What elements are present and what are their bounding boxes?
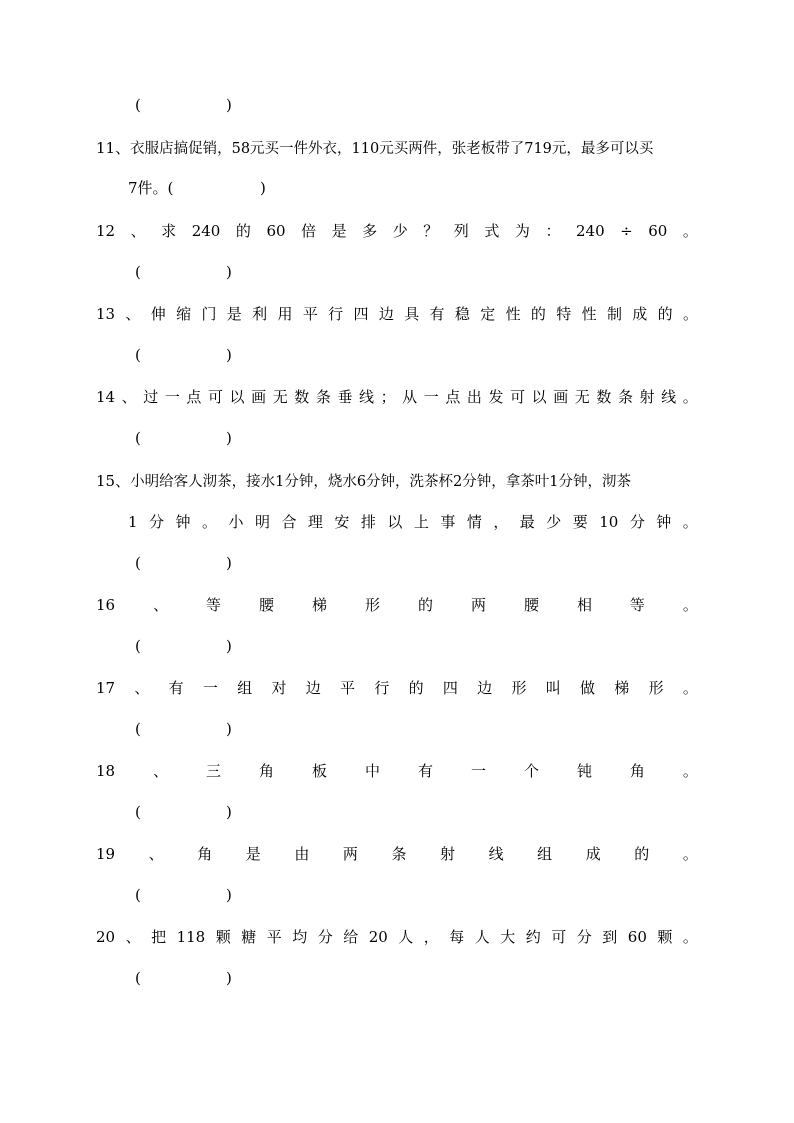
text-glyph: 四 <box>353 305 369 323</box>
text-glyph: 的 <box>417 596 433 614</box>
text-glyph: 线 <box>661 388 677 406</box>
text-glyph: 。 <box>682 388 698 406</box>
text-glyph: 可 <box>207 388 223 406</box>
text-glyph: 大 <box>500 928 516 946</box>
question-12 <box>96 221 698 241</box>
text-glyph: 倍 <box>301 222 317 240</box>
text-glyph: 数 <box>596 388 612 406</box>
text-glyph: 的 <box>657 305 673 323</box>
text-glyph: 把 <box>151 928 167 946</box>
text-glyph: 可 <box>510 388 526 406</box>
text-glyph: 、 <box>125 305 141 323</box>
text-glyph: 画 <box>251 388 267 406</box>
text-glyph: 理 <box>307 513 323 531</box>
text-glyph: ： <box>545 222 561 240</box>
text-glyph: 出 <box>466 388 482 406</box>
text-glyph: 从 <box>402 388 418 406</box>
text-glyph: ， <box>493 513 509 531</box>
text-glyph: 边 <box>477 679 493 697</box>
text-glyph: 以 <box>229 388 245 406</box>
text-glyph: 。 <box>682 928 698 946</box>
text-glyph: 以 <box>387 513 403 531</box>
text-glyph: 中 <box>365 762 381 780</box>
text-glyph: 四 <box>442 679 458 697</box>
text-glyph: 人 <box>398 928 414 946</box>
answer-blank-q12: ( ) <box>135 263 232 281</box>
text-glyph: 分 <box>149 513 165 531</box>
text-glyph: 、 <box>134 679 150 697</box>
text-glyph: 梯 <box>312 596 328 614</box>
text-glyph: 、 <box>121 388 137 406</box>
text-glyph: 少 <box>392 222 408 240</box>
text-glyph: 射 <box>440 845 456 863</box>
text-glyph: 、 <box>153 596 169 614</box>
text-glyph: 60 <box>648 222 668 240</box>
answer-blank-q17: ( ) <box>135 720 232 738</box>
text-glyph: 合 <box>281 513 297 531</box>
text-glyph: 12 <box>96 222 116 240</box>
answer-blank-q13: ( ) <box>135 346 232 364</box>
text-glyph: 20 <box>368 928 388 946</box>
text-glyph: 钝 <box>576 762 592 780</box>
text-glyph: 一 <box>164 388 180 406</box>
question-19 <box>96 844 698 864</box>
text-glyph: 腰 <box>523 596 539 614</box>
text-glyph: 。 <box>682 222 698 240</box>
text-glyph: 的 <box>408 679 424 697</box>
question-17 <box>96 678 698 698</box>
question-16 <box>96 595 698 615</box>
text-glyph: 小 <box>228 513 244 531</box>
text-glyph: 成 <box>632 305 648 323</box>
answer-blank-q18: ( ) <box>135 803 232 821</box>
text-glyph: 稳 <box>454 305 470 323</box>
text-glyph: 每 <box>449 928 465 946</box>
text-glyph: 形 <box>648 679 664 697</box>
text-glyph: 约 <box>525 928 541 946</box>
text-glyph: 由 <box>294 845 310 863</box>
text-glyph: 特 <box>556 305 572 323</box>
text-glyph: 一 <box>202 679 218 697</box>
text-glyph: 形 <box>511 679 527 697</box>
answer-blank-q15: ( ) <box>135 554 232 572</box>
text-glyph: 的 <box>530 305 546 323</box>
question-15-continuation <box>128 512 698 532</box>
text-glyph: 腰 <box>259 596 275 614</box>
text-glyph: 14 <box>96 388 116 406</box>
text-glyph: 门 <box>201 305 217 323</box>
text-glyph: 伸 <box>150 305 166 323</box>
text-glyph: 点 <box>445 388 461 406</box>
question-number: 11 <box>96 139 116 157</box>
text-glyph: 利 <box>252 305 268 323</box>
question-number: 15 <box>96 472 116 490</box>
text-glyph: 事 <box>440 513 456 531</box>
text-glyph: 17 <box>96 679 116 697</box>
text-glyph: 角 <box>259 762 275 780</box>
text-glyph: 18 <box>96 762 116 780</box>
text-glyph: 钟 <box>175 513 191 531</box>
text-glyph: 是 <box>245 845 261 863</box>
text-glyph: 组 <box>537 845 553 863</box>
text-glyph: 行 <box>374 679 390 697</box>
text-glyph: 、 <box>130 222 146 240</box>
text-glyph: 是 <box>331 222 347 240</box>
text-glyph: 板 <box>312 762 328 780</box>
text-glyph: 具 <box>404 305 420 323</box>
text-glyph: 人 <box>474 928 490 946</box>
text-glyph: 安 <box>334 513 350 531</box>
text-glyph: 条 <box>391 845 407 863</box>
question-11 <box>96 138 698 158</box>
question-11-continuation <box>128 178 288 198</box>
text-glyph: 相 <box>576 596 592 614</box>
answer-blank-q20: ( ) <box>135 969 232 987</box>
text-glyph: 1 <box>128 513 138 531</box>
answer-blank-q14: ( ) <box>135 429 232 447</box>
answer-blank-close: ) <box>260 179 266 197</box>
text-glyph: 形 <box>365 596 381 614</box>
text-glyph: 求 <box>161 222 177 240</box>
text-glyph: 两 <box>470 596 486 614</box>
answer-blank-q10: ( ) <box>135 96 232 114</box>
text-glyph: 。 <box>682 845 698 863</box>
text-glyph: 线 <box>488 845 504 863</box>
text-glyph: 分 <box>576 928 592 946</box>
question-text-continued: 7件。( <box>128 179 174 197</box>
text-glyph: 无 <box>272 388 288 406</box>
text-glyph: 有 <box>168 679 184 697</box>
text-glyph: 均 <box>292 928 308 946</box>
text-glyph: 明 <box>254 513 270 531</box>
text-glyph: 20 <box>96 928 116 946</box>
text-glyph: 两 <box>342 845 358 863</box>
text-glyph: 到 <box>602 928 618 946</box>
text-glyph: 条 <box>617 388 633 406</box>
text-glyph: 一 <box>470 762 486 780</box>
answer-blank-q16: ( ) <box>135 637 232 655</box>
text-glyph: 。 <box>682 305 698 323</box>
text-glyph: 梯 <box>614 679 630 697</box>
text-glyph: 、 <box>125 928 141 946</box>
text-glyph: 情 <box>466 513 482 531</box>
text-glyph: 组 <box>237 679 253 697</box>
text-glyph: 13 <box>96 305 116 323</box>
text-glyph: 点 <box>186 388 202 406</box>
question-18 <box>96 761 698 781</box>
text-glyph: 列 <box>453 222 469 240</box>
text-glyph: 行 <box>328 305 344 323</box>
text-glyph: 等 <box>629 596 645 614</box>
text-glyph: 边 <box>305 679 321 697</box>
text-glyph: 射 <box>639 388 655 406</box>
text-glyph: 以 <box>531 388 547 406</box>
text-glyph: 垂 <box>337 388 353 406</box>
text-glyph: 10 <box>599 513 619 531</box>
text-glyph: 分 <box>629 513 645 531</box>
text-glyph: 118 <box>176 928 206 946</box>
text-glyph: 有 <box>429 305 445 323</box>
text-glyph: 糖 <box>241 928 257 946</box>
text-glyph: 240 <box>191 222 221 240</box>
text-glyph: 发 <box>488 388 504 406</box>
text-glyph: 画 <box>553 388 569 406</box>
text-glyph: 60 <box>627 928 647 946</box>
text-glyph: 颗 <box>657 928 673 946</box>
text-glyph: 角 <box>629 762 645 780</box>
question-14 <box>96 387 698 407</box>
text-glyph: 用 <box>277 305 293 323</box>
text-glyph: 240 <box>575 222 605 240</box>
text-glyph: 等 <box>206 596 222 614</box>
text-glyph: 式 <box>484 222 500 240</box>
text-glyph: ， <box>423 928 439 946</box>
text-glyph: 平 <box>302 305 318 323</box>
text-glyph: 上 <box>413 513 429 531</box>
question-text: 小明给客人沏茶，接水1分钟，烧水6分钟，洗茶杯2分钟，拿茶叶1分钟，沏茶 <box>130 474 632 490</box>
answer-blank-q19: ( ) <box>135 886 232 904</box>
text-glyph: 颗 <box>215 928 231 946</box>
text-glyph: 少 <box>546 513 562 531</box>
text-glyph: 做 <box>580 679 596 697</box>
text-glyph: 角 <box>197 845 213 863</box>
text-glyph: 。 <box>682 762 698 780</box>
text-glyph: 边 <box>378 305 394 323</box>
text-glyph: 。 <box>201 513 217 531</box>
text-glyph: 60 <box>266 222 286 240</box>
text-glyph: 制 <box>606 305 622 323</box>
text-glyph: 为 <box>514 222 530 240</box>
text-glyph: 一 <box>423 388 439 406</box>
question-separator: 、 <box>115 139 131 157</box>
text-glyph: 最 <box>519 513 535 531</box>
text-glyph: 条 <box>315 388 331 406</box>
question-15 <box>96 471 698 491</box>
text-glyph: 的 <box>235 222 251 240</box>
text-glyph: ？ <box>423 222 439 240</box>
text-glyph: 。 <box>682 513 698 531</box>
text-glyph: 给 <box>343 928 359 946</box>
text-glyph: 。 <box>682 596 698 614</box>
text-glyph: 分 <box>317 928 333 946</box>
text-glyph: ； <box>380 388 396 406</box>
text-glyph: 有 <box>417 762 433 780</box>
text-glyph: 16 <box>96 596 116 614</box>
text-glyph: 缩 <box>176 305 192 323</box>
text-glyph: 过 <box>143 388 159 406</box>
text-glyph: 线 <box>359 388 375 406</box>
text-glyph: 数 <box>294 388 310 406</box>
text-glyph: 、 <box>153 762 169 780</box>
text-glyph: 、 <box>148 845 164 863</box>
text-glyph: 19 <box>96 845 116 863</box>
text-glyph: 对 <box>271 679 287 697</box>
question-text: 衣服店搞促销，58元买一件外衣，110元买两件，张老板带了719元，最多可以买 <box>130 141 654 157</box>
text-glyph: 要 <box>572 513 588 531</box>
text-glyph: 性 <box>505 305 521 323</box>
text-glyph: 平 <box>266 928 282 946</box>
text-glyph: 成 <box>585 845 601 863</box>
question-13 <box>96 304 698 324</box>
text-glyph: 三 <box>206 762 222 780</box>
text-glyph: 性 <box>581 305 597 323</box>
text-glyph: 定 <box>480 305 496 323</box>
text-glyph: 个 <box>523 762 539 780</box>
text-glyph: 的 <box>634 845 650 863</box>
text-glyph: 是 <box>226 305 242 323</box>
question-20 <box>96 927 698 947</box>
text-glyph: 排 <box>360 513 376 531</box>
text-glyph: 。 <box>682 679 698 697</box>
text-glyph: 钟 <box>656 513 672 531</box>
text-glyph: ÷ <box>620 222 633 240</box>
text-glyph: 可 <box>551 928 567 946</box>
text-glyph: 多 <box>362 222 378 240</box>
question-separator: 、 <box>115 472 131 490</box>
text-glyph: 平 <box>340 679 356 697</box>
text-glyph: 无 <box>574 388 590 406</box>
text-glyph: 叫 <box>545 679 561 697</box>
